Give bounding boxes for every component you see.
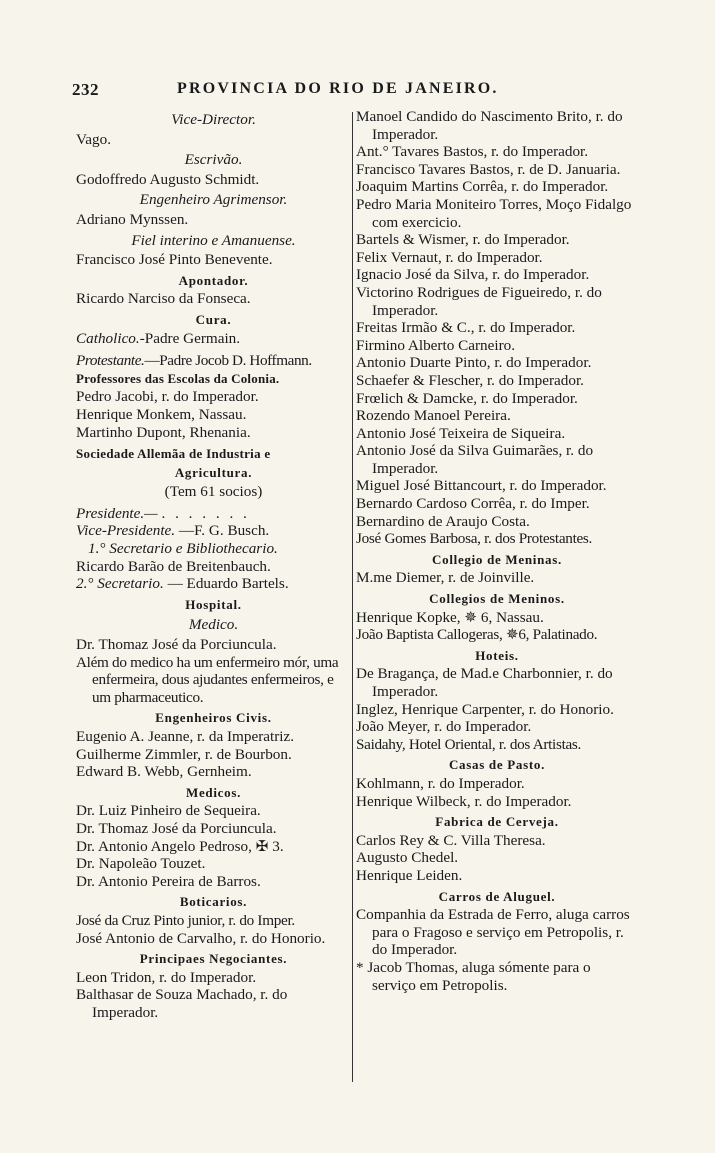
left-column — [76, 108, 351, 1022]
entry — [76, 505, 351, 523]
entry: Henrique Wilbeck, r. do Imperador. — [356, 792, 572, 810]
entry-value: . . . . . . . — [161, 504, 250, 522]
entry: (Tem 61 socios) — [164, 483, 263, 501]
entry: Ant.° Tavares Bastos, r. do Imperador. — [356, 143, 589, 161]
section-heading: Hospital. — [185, 596, 242, 612]
section-heading: Professores das Escolas da Colonia. — [76, 370, 280, 386]
entry: Francisco Tavares Bastos, r. de D. Januaria. — [356, 160, 621, 178]
section-heading: Escrivão. — [184, 151, 243, 169]
entry: Companhia da Estrada de Ferro, aluga carros para o Fragoso e serviço em Petropolis, r. do Imperador. — [356, 906, 630, 959]
entry: Firmino Alberto Carneiro. — [356, 336, 516, 354]
right-column — [356, 108, 638, 994]
entry: * Jacob Thomas, aluga sómente para o serviço em Petropolis. — [356, 958, 591, 994]
page-title: PROVINCIA DO RIO DE JANEIRO. — [177, 80, 499, 97]
entry — [76, 575, 351, 593]
entry: Ricardo Barão de Breitenbauch. — [76, 557, 271, 575]
entry: Henrique Leiden. — [356, 866, 463, 884]
section-heading: Fiel interino e Amanuense. — [131, 231, 296, 249]
entry: Henrique Kopke, ✵ 6, Nassau. — [356, 608, 544, 626]
entry: João Baptista Callogeras, ✵6, Palatinado. — [356, 626, 598, 644]
page-header — [72, 80, 632, 102]
entry: Dr. Thomaz José da Porciuncula. — [76, 636, 277, 654]
entry: Carlos Rey & C. Villa Theresa. — [356, 831, 546, 849]
section-heading: Fabrica de Cerveja. — [435, 814, 559, 830]
entry — [76, 352, 351, 370]
entry-label: Catholico. — [76, 329, 140, 347]
entry: Henrique Monkem, Nassau. — [76, 405, 247, 423]
entry: Antonio Duarte Pinto, r. do Imperador. — [356, 354, 592, 372]
entry-label: Protestante. — [76, 352, 145, 370]
section-heading: Medicos. — [185, 784, 242, 800]
section-heading: Sociedade Allemãa de Industria e — [76, 446, 271, 462]
entry: José da Cruz Pinto junior, r. do Imper. — [76, 911, 295, 929]
entry: Dr. Thomaz José da Porciuncula. — [76, 819, 277, 837]
entry: Kohlmann, r. do Imperador. — [356, 774, 525, 792]
entry: Inglez, Henrique Carpenter, r. do Honorio. — [356, 700, 614, 718]
entry-label: Vice-Presidente. — [76, 522, 176, 540]
entry: Pedro Jacobi, r. do Imperador. — [76, 388, 259, 406]
entry: De Bragança, de Mad.e Charbonnier, r. do Imperador. — [356, 665, 613, 700]
section-heading: Vice-Director. — [171, 111, 256, 128]
entry: Eugenio A. Jeanne, r. da Imperatriz. — [76, 728, 295, 745]
entry-label: 1.° Secretario e Bibliothecario. — [88, 540, 278, 558]
section-heading: Collegio de Meninas. — [432, 551, 562, 567]
entry-value: —Padre Jocob D. Hoffmann. — [144, 352, 312, 370]
entry: José Gomes Barbosa, r. dos Protestantes. — [356, 530, 593, 548]
entry: Victorino Rodrigues de Figueiredo, r. do Imperador. — [356, 283, 602, 319]
entry: Manoel Candido do Nascimento Brito, r. do Imperador. — [356, 108, 623, 143]
section-heading: Hoteis. — [475, 647, 519, 663]
entry: Dr. Antonio Angelo Pedroso, ✠ 3. — [76, 837, 284, 855]
section-heading: Medico. — [188, 616, 239, 634]
entry: Bernardo Cardoso Corrêa, r. do Imper. — [356, 495, 590, 513]
entry: Adriano Mynssen. — [76, 210, 189, 228]
entry: Martinho Dupont, Rhenania. — [76, 423, 251, 441]
section-heading: Engenheiro Agrimensor. — [139, 191, 288, 209]
entry: Godoffredo Augusto Schmidt. — [76, 170, 260, 188]
entry: Francisco José Pinto Benevente. — [76, 251, 273, 269]
entry: Augusto Chedel. — [356, 849, 459, 867]
entry: Saidahy, Hotel Oriental, r. dos Artistas. — [356, 735, 582, 753]
entry — [76, 540, 351, 558]
entry: Balthasar de Souza Machado, r. do Imperador. — [76, 986, 288, 1021]
section-heading: Boticarios. — [179, 894, 248, 910]
entry: Edward B. Webb, Gernheim. — [76, 763, 252, 781]
entry: Dr. Luiz Pinheiro de Sequeira. — [76, 802, 261, 820]
entry: Ricardo Narciso da Fonseca. — [76, 290, 251, 308]
section-heading: Engenheiros Civis. — [155, 710, 272, 726]
entry: Rozendo Manoel Pereira. — [356, 407, 511, 425]
entry: Além do medico ha um enfermeiro mór, uma enfermeira, dous ajudantes enfermeiros, e um pharmaceutico. — [76, 653, 339, 706]
section-heading: Collegios de Meninos. — [429, 591, 565, 607]
section-heading: Apontador. — [178, 272, 249, 288]
entry: Dr. Napoleão Touzet. — [76, 855, 206, 873]
entry: Vago. — [76, 130, 112, 148]
entry: Bernardino de Araujo Costa. — [356, 512, 530, 530]
section-heading: Agricultura. — [174, 464, 253, 480]
entry — [76, 330, 351, 348]
entry: M.me Diemer, r. de Joinville. — [356, 569, 535, 587]
entry: Joaquim Martins Corrêa, r. do Imperador. — [356, 178, 609, 196]
entry: Bartels & Wismer, r. do Imperador. — [356, 231, 570, 249]
section-heading: Carros de Aluguel. — [438, 888, 556, 904]
entry: Pedro Maria Moniteiro Torres, Moço Fidalgo com exercicio. — [356, 195, 632, 231]
column-divider — [352, 112, 353, 1082]
entry: Ignacio José da Silva, r. do Imperador. — [356, 266, 590, 284]
entry: Miguel José Bittancourt, r. do Imperador. — [356, 477, 607, 495]
entry-value: —F. G. Busch. — [178, 522, 270, 540]
section-heading: Casas de Pasto. — [448, 757, 546, 773]
entry-value: — Eduardo Bartels. — [167, 575, 289, 593]
page-number: 232 — [72, 80, 99, 99]
entry: Antonio José Teixeira de Siqueira. — [356, 424, 566, 442]
entry: Schaefer & Flescher, r. do Imperador. — [356, 371, 584, 389]
entry: Guilherme Zimmler, r. de Bourbon. — [76, 745, 292, 763]
entry-value: -Padre Germain. — [139, 329, 241, 347]
entry: João Meyer, r. do Imperador. — [356, 718, 532, 736]
entry: Dr. Antonio Pereira de Barros. — [76, 872, 261, 890]
entry: Antonio José da Silva Guimarães, r. do Imperador. — [356, 442, 594, 477]
section-heading: Principaes Negociantes. — [139, 951, 288, 967]
entry: Frœlich & Damcke, r. do Imperador. — [356, 389, 578, 407]
entry-label: Presidente.— — [76, 504, 158, 522]
entry: José Antonio de Carvalho, r. do Honorio. — [76, 929, 326, 947]
entry — [76, 522, 351, 540]
section-heading: Cura. — [195, 311, 232, 327]
entry-label: 2.° Secretario. — [76, 575, 164, 593]
entry: Freitas Irmão & C., r. do Imperador. — [356, 319, 576, 337]
entry: Leon Tridon, r. do Imperador. — [76, 968, 257, 986]
entry: Felix Vernaut, r. do Imperador. — [356, 248, 543, 266]
